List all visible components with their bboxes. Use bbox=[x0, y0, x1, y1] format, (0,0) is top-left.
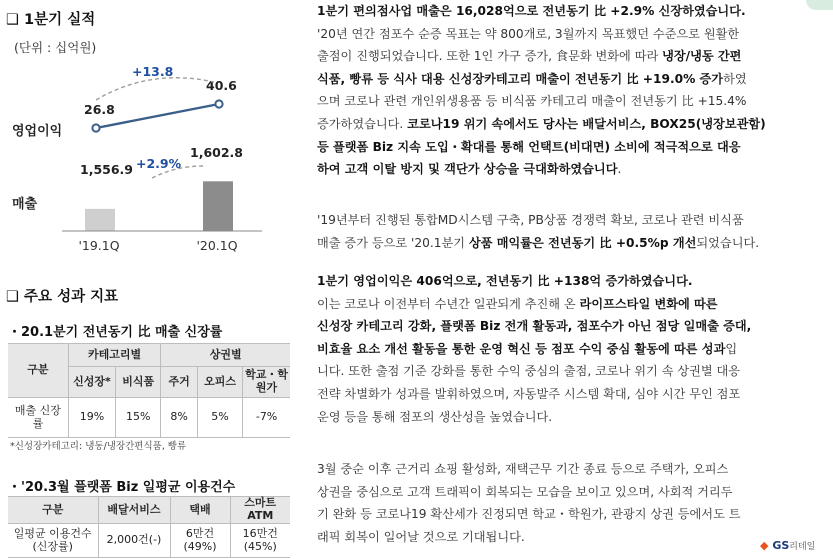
corner-decoration bbox=[806, 0, 833, 10]
platform-usage-table bbox=[8, 496, 290, 558]
paragraph-operating-profit bbox=[317, 270, 831, 428]
table2-col-parcel: 택배 bbox=[170, 497, 230, 524]
table1-col-office: 오피스 bbox=[197, 367, 242, 398]
table1-col-residential: 주거 bbox=[161, 367, 198, 398]
table-cell: 19% bbox=[68, 398, 115, 438]
text-line bbox=[317, 503, 831, 526]
paragraph-margin bbox=[317, 209, 831, 254]
text-segment: 으며 코로나 관련 개인위생용품 등 비식품 카테고리 매출이 전년동기 比 +15.4% bbox=[317, 94, 747, 109]
table2-title: ・'20.3월 플랫폼 Biz 일평균 이용건수 bbox=[8, 480, 236, 495]
text-segment: 하였 bbox=[723, 71, 747, 86]
text-line bbox=[317, 481, 831, 504]
text-line bbox=[317, 45, 831, 68]
text-line bbox=[317, 136, 831, 159]
text-segment: 출점이 진행되었습니다. 또한 1인 가구 증가, 食문화 변화에 따라 bbox=[317, 49, 663, 64]
text-line bbox=[317, 232, 831, 255]
bold-text: 냉장/냉동 간편 bbox=[662, 49, 742, 64]
text-segment: 전략 차별화가 성과를 발휘하였으며, 자동발주 시스템 확대, 심야 시간 무인 점포 bbox=[317, 386, 741, 401]
text-segment: 기 완화 등 코로나19 확산세가 진정되면 학교・학원가, 관광지 상권 등에서도 트 bbox=[317, 507, 741, 522]
table2-col-category: 구분 bbox=[8, 497, 98, 524]
text-segment: '20년 연간 점포수 순증 목표는 약 800개로, 3월까지 목표했던 수준으로 원활한 bbox=[317, 26, 740, 41]
logo-sub: 리테일 bbox=[789, 542, 816, 552]
bold-text: 라이프스타일 변화에 따른 bbox=[579, 296, 718, 311]
text-segment: 되었습니다. bbox=[696, 235, 760, 250]
paragraph-outlook bbox=[317, 458, 831, 548]
table1-footnote: *신성장카테고리: 냉동/냉장간편식품, 빵류 bbox=[10, 441, 187, 452]
paragraph-sales bbox=[317, 0, 831, 181]
bold-text: 상품 매익률은 전년동기 比 +0.5%p 개선 bbox=[468, 235, 697, 250]
text-segment: 래픽 회복이 일어날 것으로 기대됩니다. bbox=[317, 529, 525, 544]
text-line bbox=[317, 23, 831, 46]
text-line bbox=[317, 270, 831, 293]
bold-text: 1분기 영업이익은 406억으로, 전년동기 比 +138억 증가하였습니다. bbox=[317, 274, 693, 288]
bold-text: 등 플랫폼 Biz 지속 도입・확대를 통해 언택트(비대면) 소비에 적극적으로 대응 bbox=[317, 139, 741, 154]
table2-col-atm: 스마트ATM bbox=[230, 497, 290, 524]
table-cell: 2,000건(-) bbox=[98, 524, 170, 558]
table1-col-school: 학교・학원가 bbox=[243, 367, 290, 398]
profit-delta-label: +13.8 bbox=[132, 64, 174, 79]
gs-logo-icon: ◆ bbox=[760, 539, 769, 552]
text-segment: 이는 코로나 이전부터 수년간 일관되게 추진해 온 bbox=[317, 296, 580, 311]
bold-text: 하여 고객 이탈 방지 및 객단가 상승을 극대화하였습니다 bbox=[317, 162, 618, 177]
sales-label-20q1: 1,602.8 bbox=[190, 145, 243, 160]
text-line bbox=[317, 315, 831, 338]
text-line bbox=[317, 90, 831, 113]
text-segment: 증가하였습니다. bbox=[317, 116, 408, 131]
profit-label-19q1: 26.8 bbox=[84, 102, 115, 117]
bold-text: 코로나19 위기 속에서도 당사는 배달서비스, BOX25(냉장보관함) bbox=[407, 116, 766, 131]
text-line bbox=[317, 0, 831, 23]
text-line bbox=[317, 158, 831, 181]
sales-growth-table bbox=[8, 343, 290, 438]
table-cell: 6만건(49%) bbox=[170, 524, 230, 558]
sales-delta-label: +2.9% bbox=[136, 156, 182, 171]
bold-text: 신성장 카테고리 강화, 플랫폼 Biz 전개 활동과, 점포수가 아닌 점당 일매출 증대, bbox=[317, 319, 752, 334]
profit-point-1 bbox=[215, 100, 222, 107]
text-segment: 매출 증가 등으로 '20.1분기 bbox=[317, 235, 469, 250]
text-line bbox=[317, 68, 831, 91]
text-line bbox=[317, 113, 831, 136]
q1-section-title: ❑ 1분기 실적 bbox=[6, 12, 96, 28]
x-tick-label: '19.1Q bbox=[78, 238, 120, 253]
table1-title: ・20.1분기 전년동기 比 매출 신장률 bbox=[8, 325, 223, 340]
table-cell: 5% bbox=[197, 398, 242, 438]
x-tick-label: '20.1Q bbox=[196, 238, 238, 253]
table2-col-delivery: 배달서비스 bbox=[98, 497, 170, 524]
text-line bbox=[317, 526, 831, 549]
text-segment: '19년부터 진행된 통합MD시스템 구축, PB상품 경쟁력 확보, 코로나 관련 비식품 bbox=[317, 213, 744, 227]
unit-label: (단위 : 십억원) bbox=[14, 40, 97, 55]
table-cell: 15% bbox=[116, 398, 161, 438]
text-line bbox=[317, 293, 831, 316]
sales-bar-1 bbox=[203, 181, 233, 231]
text-line bbox=[317, 338, 831, 361]
text-line bbox=[317, 360, 831, 383]
sales-label: 매출 bbox=[12, 197, 38, 212]
sales-label-19q1: 1,556.9 bbox=[80, 162, 133, 177]
table1-corner: 구분 bbox=[8, 344, 68, 398]
text-segment: 운영 등을 통해 점포의 생산성을 높였습니다. bbox=[317, 409, 553, 424]
table1-col-nonfood: 비식품 bbox=[116, 367, 161, 398]
table1-group-category: 카테고리별 bbox=[68, 344, 161, 367]
table-cell: 8% bbox=[161, 398, 198, 438]
text-segment: 상권을 중심으로 고객 트래픽이 회복되는 모습을 보이고 있으며, 사회적 거리두 bbox=[317, 484, 733, 499]
sales-bar-0 bbox=[85, 209, 115, 231]
table-cell: -7% bbox=[243, 398, 290, 438]
text-segment: 입 bbox=[725, 341, 738, 356]
table1-row-label: 매출 신장률 bbox=[8, 398, 68, 438]
text-line bbox=[317, 406, 831, 429]
gs-retail-logo bbox=[760, 539, 815, 552]
profit-delta-arc bbox=[96, 78, 214, 100]
text-line bbox=[317, 209, 831, 232]
table2-row-label: 일평균 이용건수(신장률) bbox=[8, 524, 98, 558]
profit-label-20q1: 40.6 bbox=[206, 78, 237, 93]
kpi-section-title: ❑ 주요 성과 지표 bbox=[6, 289, 119, 305]
operating-profit-label: 영업이익 bbox=[12, 124, 63, 139]
text-segment: . bbox=[617, 162, 622, 177]
text-segment: 니다. 또한 출점 기준 강화를 통한 수익 중심의 출점, 코로나 위기 속 상권별 대응 bbox=[317, 364, 741, 379]
profit-point-0 bbox=[92, 124, 99, 131]
bold-text: 1분기 편의점사업 매출은 16,028억으로 전년동기 比 +2.9% 신장하였습니다. bbox=[317, 4, 746, 18]
table-cell: 16만건(45%) bbox=[230, 524, 290, 558]
text-line bbox=[317, 383, 831, 406]
text-segment: 3월 중순 이후 근거리 쇼핑 활성화, 재택근무 기간 종료 등으로 주택가, 오피스 bbox=[317, 462, 729, 476]
text-line bbox=[317, 458, 831, 481]
logo-name: GS bbox=[772, 539, 790, 552]
table1-group-area: 상권별 bbox=[161, 344, 290, 367]
table1-col-new-growth: 신성장* bbox=[68, 367, 115, 398]
bold-text: 식품, 빵류 등 식사 대용 신성장카테고리 매출이 전년동기 比 +19.0% 증가 bbox=[317, 71, 724, 86]
bold-text: 비효율 요소 개선 활동을 통한 운영 혁신 등 점포 수익 중심 활동에 따른 성과 bbox=[317, 341, 726, 356]
